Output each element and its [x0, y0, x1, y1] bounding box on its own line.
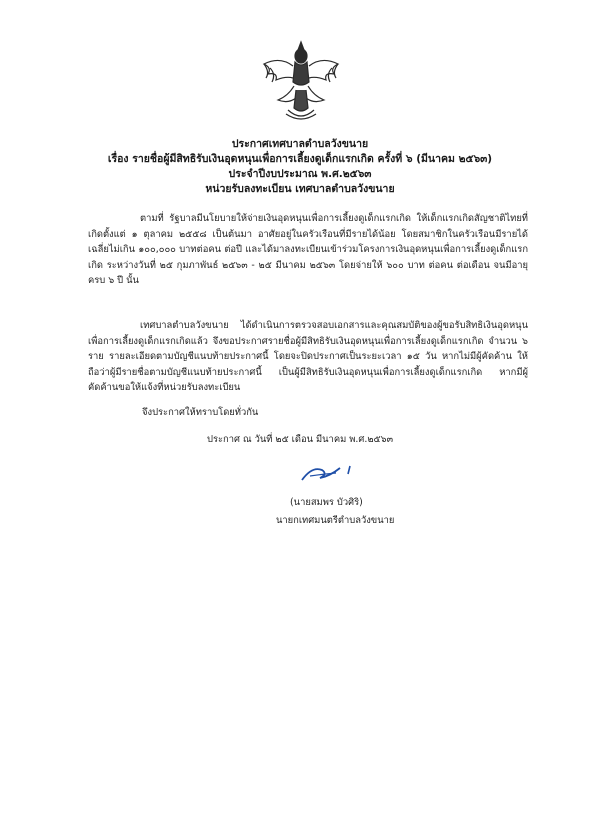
announcement-date: ประกาศ ณ วันที่ ๒๕ เดือน มีนาคม พ.ศ.๒๕๖๓ — [207, 434, 393, 445]
signature-mark — [300, 458, 364, 486]
heading-registration-unit: หน่วยรับลงทะเบียน เทศบาลตำบลวังขนาย — [205, 183, 395, 195]
heading-subject: เรื่อง รายชื่อผู้มีสิทธิรับเงินอุดหนุนเพื่อการเลี้ยงดูเด็กแรกเกิด ครั้งที่ ๖ (มีนาคม ๒๕๖๓) — [107, 153, 493, 165]
garuda-emblem-icon — [258, 38, 344, 124]
body-paragraph-1: ตามที่ รัฐบาลมีนโยบายให้จ่ายเงินอุดหนุนเพื่อการเลี้ยงดูเด็กแรกเกิด ให้เด็กแรกเกิดสัญชาติไทยที่เกิดตั้งแต่ ๑ ตุลาคม ๒๕๕๘ เป็นต้นมา อาศัยอยู่ในครัวเรือนที่มีรายได้น้อย โดยสมาชิกในครัวเรือนมีรายได้เฉลี่ยไม่เกิน ๑๐๐,๐๐๐ บาทต่อคน ต่อปี และได้มาลงทะเบียนเข้าร่วมโครงการเงินอุดหนุนเพื่อการเลี้ยงดูเด็กแรกเกิด ระหว่างวันที่ ๒๕ กุมภาพันธ์ ๒๕๖๓ - ๒๕ มีนาคม ๒๕๖๓ โดยจ่ายให้ ๖๐๐ บาท ต่อคน ต่อเดือน จนมีอายุครบ ๖ ปี นั้น — [88, 213, 528, 287]
heading-announcement: ประกาศเทศบาลตำบลวังขนาย — [231, 138, 369, 150]
heading-fiscal-year: ประจำปีงบประมาณ พ.ศ.๒๕๖๓ — [228, 168, 372, 180]
body-paragraph-3: จึงประกาศให้ทราบโดยทั่วกัน — [142, 407, 259, 418]
signer-position: นายกเทศมนตรีตำบลวังขนาย — [276, 515, 395, 526]
body-paragraph-2: เทศบาลตำบลวังขนาย ได้ดำเนินการตรวจสอบเอกสารและคุณสมบัติของผู้ขอรับสิทธิเงินอุดหนุนเพื่อการเลี้ยงดูเด็กแรกเกิดแล้ว จึงขอประกาศรายชื่อผู้มีสิทธิรับเงินอุดหนุนเพื่อการเลี้ยงดูเด็กแรกเกิด จำนวน ๖ ราย รายละเอียดตามบัญชีแนบท้ายประกาศนี้ โดยจะปิดประกาศเป็นระยะเวลา ๑๕ วัน หากไม่มีผู้คัดค้าน ให้ถือว่าผู้มีรายชื่อตามบัญชีแนบท้ายประกาศนี้ เป็นผู้มีสิทธิรับเงินอุดหนุนเพื่อการเลี้ยงดูเด็กแรกเกิด หากมีผู้คัดค้านขอให้แจ้งที่หน่วยรับลงทะเบียน — [88, 320, 528, 394]
signer-name: (นายสมพร บัวศิริ) — [290, 497, 363, 508]
